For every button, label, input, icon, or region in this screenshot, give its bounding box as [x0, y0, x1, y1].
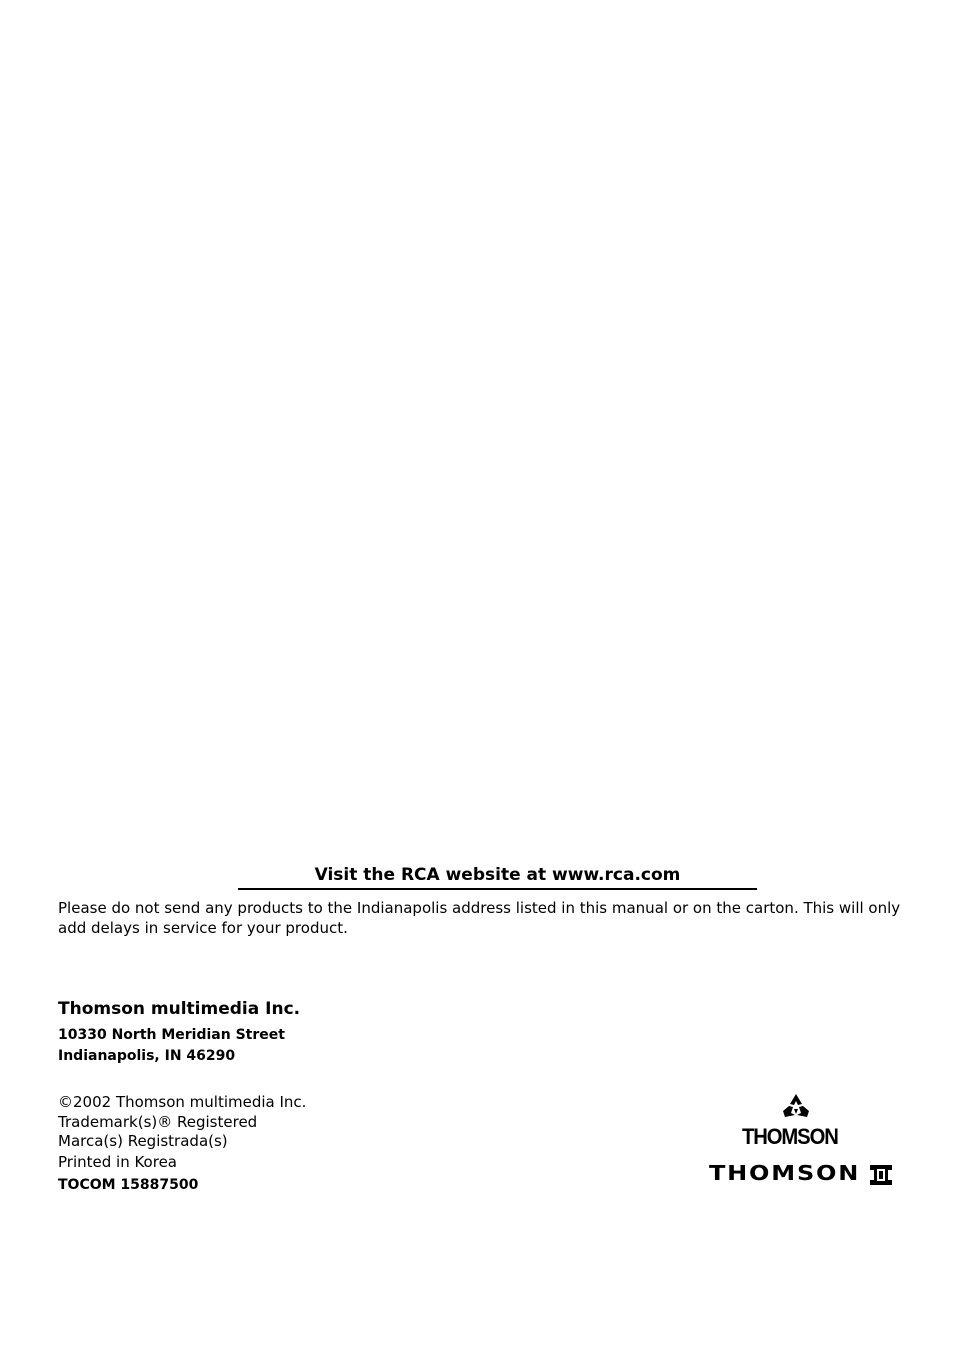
thomson-wide-wordmark: THOMSON: [709, 1161, 861, 1185]
thomson-logo-wordmark: THOMSON: [742, 1124, 838, 1149]
marca-line: Marca(s) Registrada(s): [58, 1132, 228, 1150]
printed-line: Printed in Korea: [58, 1153, 177, 1171]
address-street: 10330 North Meridian Street: [58, 1027, 285, 1043]
website-banner: Visit the RCA website at www.rca.com: [238, 864, 757, 890]
address-city: Indianapolis, IN 46290: [58, 1048, 236, 1064]
company-name: Thomson multimedia Inc.: [58, 999, 301, 1019]
tocom-code: TOCOM 15887500: [58, 1177, 199, 1193]
shipping-notice: Please do not send any products to the Indianapolis address listed in this manual or on the carton. This will only add delays in service for your product.: [58, 899, 901, 937]
trademark-line: Trademark(s)® Registered: [58, 1113, 258, 1131]
thomson-triangle-icon: [781, 1093, 811, 1119]
thomson-emblem-icon: [866, 1162, 896, 1188]
copyright-line: ©2002 Thomson multimedia Inc.: [58, 1093, 307, 1111]
